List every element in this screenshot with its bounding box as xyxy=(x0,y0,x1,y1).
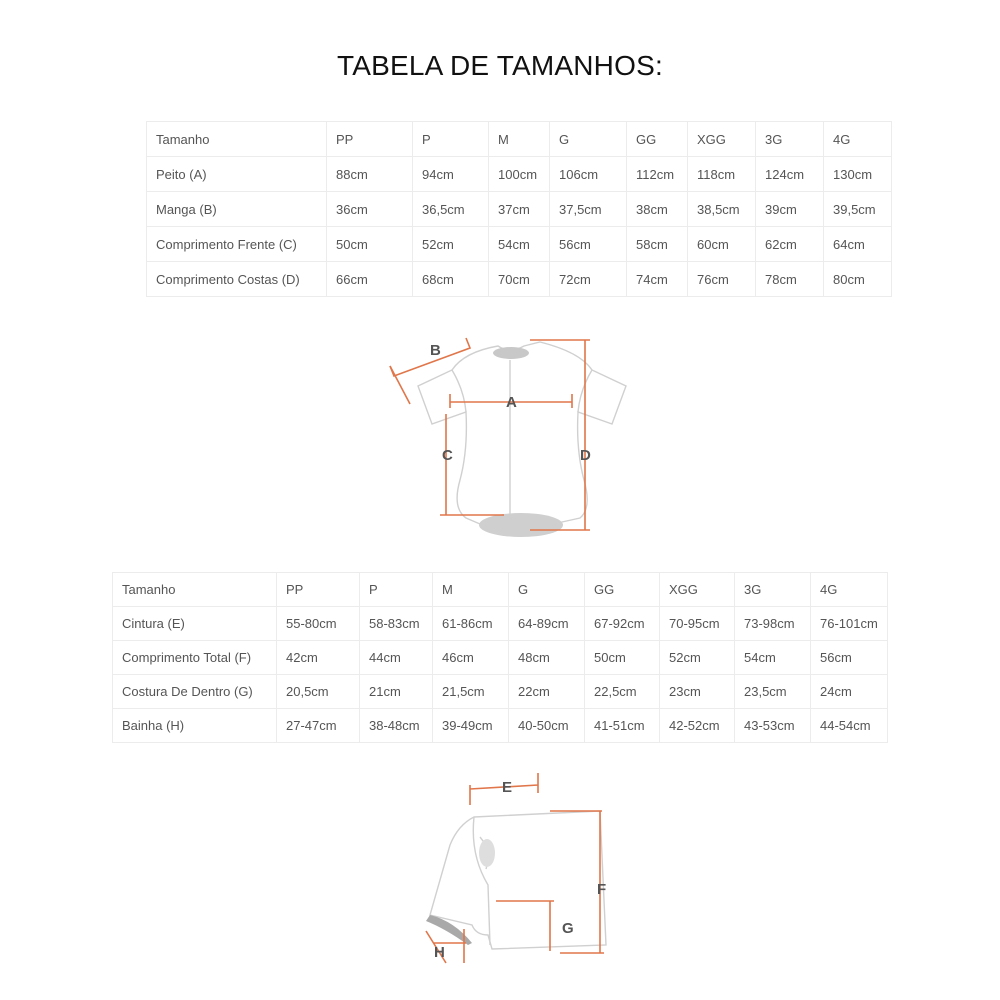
table-header-row xyxy=(113,573,888,607)
size-value-cell: 4G xyxy=(811,573,888,607)
size-value-cell: 4G xyxy=(824,122,892,157)
size-value-cell: 21cm xyxy=(360,675,433,709)
page-title: TABELA DE TAMANHOS: xyxy=(337,50,663,81)
size-value-cell: 73-98cm xyxy=(735,607,811,641)
size-value-cell: 23,5cm xyxy=(735,675,811,709)
shorts-pad xyxy=(479,839,495,867)
shorts-table-body xyxy=(113,573,888,743)
size-value-cell: 130cm xyxy=(824,157,892,192)
table-row xyxy=(113,607,888,641)
size-value-cell: G xyxy=(509,573,585,607)
size-value-cell: 24cm xyxy=(811,675,888,709)
size-value-cell: 39,5cm xyxy=(824,192,892,227)
size-value-cell: 39cm xyxy=(756,192,824,227)
table-row xyxy=(147,227,892,262)
size-value-cell: M xyxy=(433,573,509,607)
table-row xyxy=(113,641,888,675)
size-value-cell: 55-80cm xyxy=(277,607,360,641)
label-e: E xyxy=(502,779,513,796)
size-value-cell: 52cm xyxy=(660,641,735,675)
size-value-cell: 37,5cm xyxy=(550,192,627,227)
size-value-cell: 40-50cm xyxy=(509,709,585,743)
size-value-cell: 41-51cm xyxy=(585,709,660,743)
size-value-cell: 37cm xyxy=(489,192,550,227)
row-label-cell: Comprimento Costas (D) xyxy=(147,262,327,297)
label-a: A xyxy=(506,394,517,411)
jersey-table-body xyxy=(147,122,892,297)
size-value-cell: 3G xyxy=(735,573,811,607)
shorts-size-table xyxy=(112,572,888,743)
size-value-cell: 76cm xyxy=(688,262,756,297)
jersey-diagram xyxy=(380,330,640,545)
size-value-cell: 27-47cm xyxy=(277,709,360,743)
row-label-cell: Cintura (E) xyxy=(113,607,277,641)
size-value-cell: 21,5cm xyxy=(433,675,509,709)
size-value-cell: 3G xyxy=(756,122,824,157)
size-value-cell: PP xyxy=(327,122,413,157)
row-label-cell: Comprimento Frente (C) xyxy=(147,227,327,262)
jersey-outline xyxy=(418,342,626,529)
label-f: F xyxy=(597,881,607,898)
size-value-cell: 54cm xyxy=(489,227,550,262)
table-row xyxy=(113,709,888,743)
size-value-cell: 43-53cm xyxy=(735,709,811,743)
size-value-cell: 22,5cm xyxy=(585,675,660,709)
row-label-cell: Manga (B) xyxy=(147,192,327,227)
label-g: G xyxy=(562,920,574,937)
size-value-cell: PP xyxy=(277,573,360,607)
size-value-cell: P xyxy=(360,573,433,607)
shorts-diagram xyxy=(410,765,620,975)
row-label-cell: Comprimento Total (F) xyxy=(113,641,277,675)
row-label-cell: Peito (A) xyxy=(147,157,327,192)
size-value-cell: 61-86cm xyxy=(433,607,509,641)
row-label-cell: Costura De Dentro (G) xyxy=(113,675,277,709)
size-value-cell: 38,5cm xyxy=(688,192,756,227)
row-label-cell: Bainha (H) xyxy=(113,709,277,743)
size-value-cell: 70cm xyxy=(489,262,550,297)
label-b: B xyxy=(430,342,441,359)
jersey-size-table xyxy=(146,121,892,297)
size-value-cell: 38cm xyxy=(627,192,688,227)
jersey-measure-lines xyxy=(390,338,590,530)
size-value-cell: 23cm xyxy=(660,675,735,709)
table-row xyxy=(147,262,892,297)
size-value-cell: M xyxy=(489,122,550,157)
size-value-cell: 52cm xyxy=(413,227,489,262)
size-value-cell: XGG xyxy=(660,573,735,607)
table-row xyxy=(113,675,888,709)
size-value-cell: 106cm xyxy=(550,157,627,192)
size-value-cell: 80cm xyxy=(824,262,892,297)
size-value-cell: 100cm xyxy=(489,157,550,192)
size-value-cell: 54cm xyxy=(735,641,811,675)
size-value-cell: 64cm xyxy=(824,227,892,262)
size-value-cell: 62cm xyxy=(756,227,824,262)
size-value-cell: 76-101cm xyxy=(811,607,888,641)
size-value-cell: 56cm xyxy=(811,641,888,675)
table-row xyxy=(147,157,892,192)
size-value-cell: 72cm xyxy=(550,262,627,297)
size-value-cell: 118cm xyxy=(688,157,756,192)
size-value-cell: 50cm xyxy=(585,641,660,675)
size-value-cell: 70-95cm xyxy=(660,607,735,641)
size-value-cell: 48cm xyxy=(509,641,585,675)
size-value-cell: 64-89cm xyxy=(509,607,585,641)
size-value-cell: 36,5cm xyxy=(413,192,489,227)
size-value-cell: 58cm xyxy=(627,227,688,262)
size-value-cell: 58-83cm xyxy=(360,607,433,641)
size-value-cell: GG xyxy=(585,573,660,607)
size-value-cell: P xyxy=(413,122,489,157)
jersey-hem xyxy=(479,513,563,537)
size-value-cell: 88cm xyxy=(327,157,413,192)
size-value-cell: 60cm xyxy=(688,227,756,262)
size-value-cell: 22cm xyxy=(509,675,585,709)
size-value-cell: 68cm xyxy=(413,262,489,297)
size-value-cell: 50cm xyxy=(327,227,413,262)
size-value-cell: 56cm xyxy=(550,227,627,262)
size-value-cell: 78cm xyxy=(756,262,824,297)
row-label-cell: Tamanho xyxy=(147,122,327,157)
size-value-cell: 112cm xyxy=(627,157,688,192)
size-value-cell: 44-54cm xyxy=(811,709,888,743)
size-value-cell: 39-49cm xyxy=(433,709,509,743)
label-c: C xyxy=(442,447,453,464)
size-value-cell: XGG xyxy=(688,122,756,157)
size-value-cell: 42cm xyxy=(277,641,360,675)
size-value-cell: 94cm xyxy=(413,157,489,192)
row-label-cell: Tamanho xyxy=(113,573,277,607)
label-d: D xyxy=(580,447,591,464)
size-value-cell: 42-52cm xyxy=(660,709,735,743)
size-value-cell: 46cm xyxy=(433,641,509,675)
size-value-cell: 36cm xyxy=(327,192,413,227)
size-value-cell: 67-92cm xyxy=(585,607,660,641)
size-value-cell: GG xyxy=(627,122,688,157)
label-h: H xyxy=(434,944,445,961)
size-value-cell: 74cm xyxy=(627,262,688,297)
size-value-cell: G xyxy=(550,122,627,157)
size-value-cell: 38-48cm xyxy=(360,709,433,743)
size-value-cell: 66cm xyxy=(327,262,413,297)
size-value-cell: 124cm xyxy=(756,157,824,192)
size-value-cell: 20,5cm xyxy=(277,675,360,709)
size-value-cell: 44cm xyxy=(360,641,433,675)
jersey-collar xyxy=(493,347,529,359)
table-row xyxy=(147,192,892,227)
table-header-row xyxy=(147,122,892,157)
